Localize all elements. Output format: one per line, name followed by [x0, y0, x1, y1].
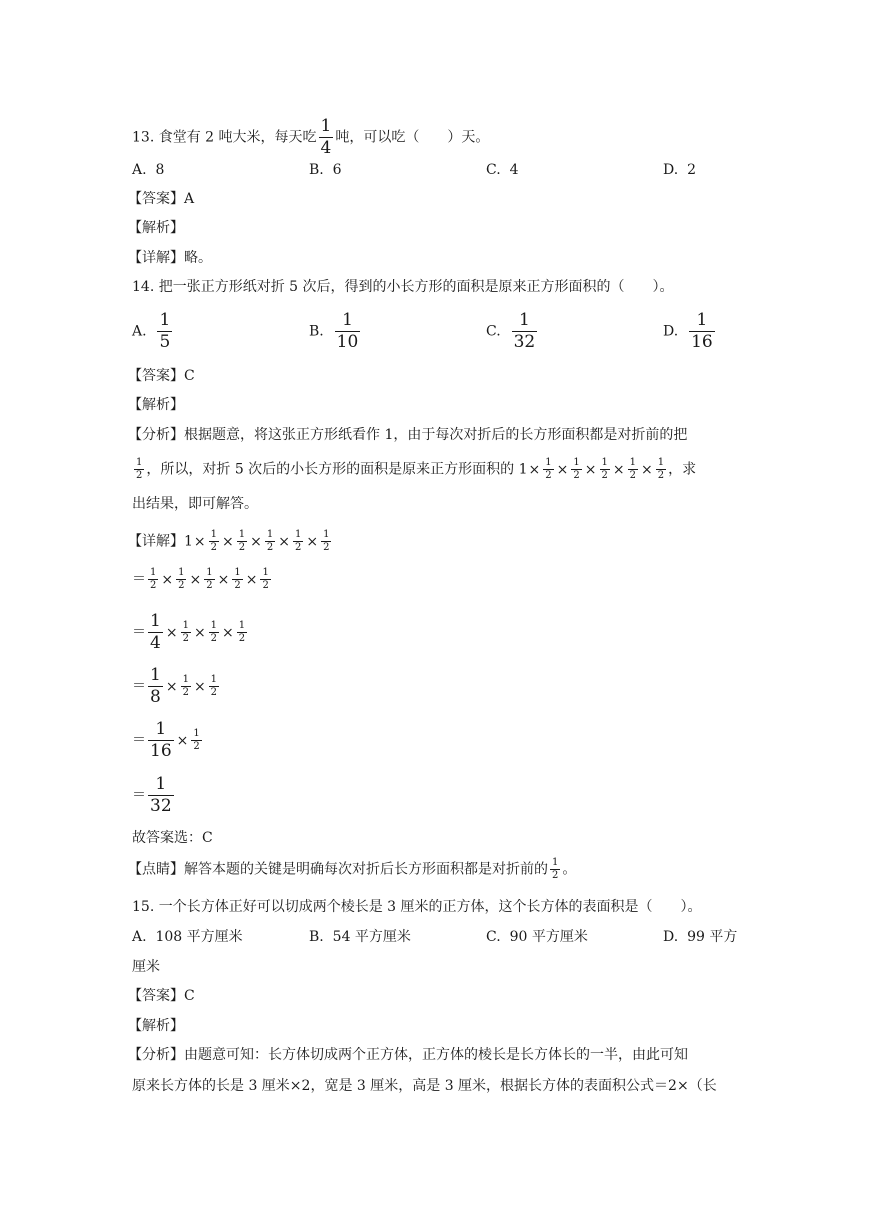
q14-detail-step1: 【详解】1× $\frac{1}{2}$ × $\frac{1}{2}$ × $\frac{1}{2}$ × $\frac{1}{2}$ × $\frac{1}{2}$: [128, 529, 330, 553]
fraction: $\frac{1}{10}$: [336, 310, 359, 352]
q13-detail: 【详解】略。: [128, 250, 212, 266]
q14-fenxi-line1: 【分析】根据题意，将这张正方形纸看作 1，由于每次对折后的长方形面积都是对折前的把: [128, 427, 688, 443]
q13-option-b: B. 6: [309, 162, 342, 178]
q14-detail-step5: ＝ $\frac{1}{16}$ × $\frac{1}{2}$: [132, 719, 200, 761]
q14-fenxi-line2: $\frac{1}{2}$ ，所以，对折 5 次后的小长方形的面积是原来正方形面积的 1× $\frac{1}{2}$ × $\frac{1}{2}$ × $\frac{1}{2}$ × $\frac{1}{2}$ × $\frac{1}{2}$ ，求: [136, 457, 697, 481]
q14-detail-step4: ＝ $\frac{1}{8}$ × $\frac{1}{2}$ × $\frac{1}{2}$: [132, 665, 218, 707]
q15-fenxi-line2: 原来长方体的长是 3 厘米×2，宽是 3 厘米，高是 3 厘米，根据长方体的表面积公式＝2×（长: [132, 1078, 717, 1094]
q14-option-d: D. $\frac{1}{16}$: [663, 310, 713, 352]
fraction: $\frac{1}{5}$: [159, 310, 171, 352]
q15-option-d: D. 99 平方: [663, 929, 738, 945]
q14-option-c: C. $\frac{1}{32}$: [486, 310, 536, 352]
q15-option-wrap: 厘米: [132, 959, 160, 975]
q13-answer: 【答案】A: [128, 191, 195, 207]
q13-stem: 13. 食堂有 2 吨大米，每天吃 $\frac{1}{4}$ 吨，可以吃（ ）天。: [132, 116, 490, 158]
q13-option-a: A. 8: [132, 162, 165, 178]
q14-answer: 【答案】C: [128, 368, 195, 384]
fraction: $\frac{1}{4}$: [320, 116, 332, 158]
q13-analysis: 【解析】: [128, 220, 184, 236]
q15-stem: 15. 一个长方体正好可以切成两个棱长是 3 厘米的正方体，这个长方体的表面积是（ ）。: [132, 899, 702, 915]
q15-answer: 【答案】C: [128, 988, 195, 1004]
q14-dianjing: 【点睛】解答本题的关键是明确每次对折后长方形面积都是对折前的 $\frac{1}{2}$ 。: [128, 857, 577, 881]
q15-option-a: A. 108 平方厘米: [132, 929, 243, 945]
q14-detail-step3: ＝ $\frac{1}{4}$ × $\frac{1}{2}$ × $\frac{1}{2}$ × $\frac{1}{2}$: [132, 611, 246, 653]
q14-detail-step6: ＝ $\frac{1}{32}$: [132, 774, 172, 816]
q14-stem: 14. 把一张正方形纸对折 5 次后，得到的小长方形的面积是原来正方形面积的（ ）。: [132, 279, 674, 295]
q14-option-a: A. $\frac{1}{5}$: [132, 310, 171, 352]
q14-option-b: B. $\frac{1}{10}$: [309, 310, 359, 352]
q14-detail-step2: ＝ $\frac{1}{2}$ × $\frac{1}{2}$ × $\frac{1}{2}$ × $\frac{1}{2}$ × $\frac{1}{2}$: [132, 567, 269, 591]
fraction: $\frac{1}{32}$: [513, 310, 536, 352]
q14-conclusion: 故答案选：C: [132, 830, 213, 846]
q14-analysis: 【解析】: [128, 397, 184, 413]
q15-analysis: 【解析】: [128, 1018, 184, 1034]
q15-option-c: C. 90 平方厘米: [486, 929, 588, 945]
q14-fenxi-line3: 出结果，即可解答。: [132, 496, 258, 512]
q13-option-d: D. 2: [663, 162, 697, 178]
q15-option-b: B. 54 平方厘米: [309, 929, 411, 945]
fraction: $\frac{1}{16}$: [691, 310, 713, 352]
q13-option-c: C. 4: [486, 162, 519, 178]
q15-fenxi-line1: 【分析】由题意可知：长方体切成两个正方体，正方体的棱长是长方体长的一半，由此可知: [128, 1047, 688, 1063]
